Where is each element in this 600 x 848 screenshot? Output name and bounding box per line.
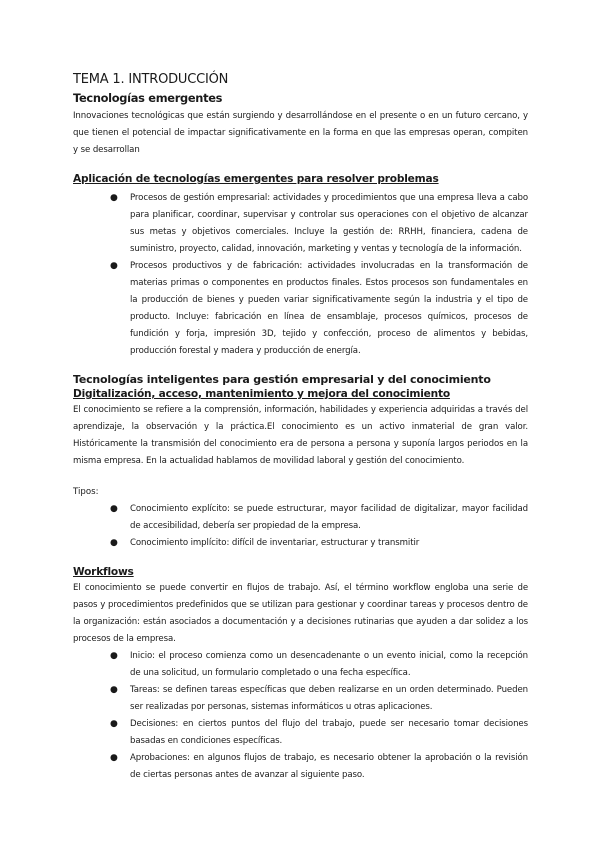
list-item (110, 258, 528, 360)
bullet-icon: ● (110, 261, 118, 271)
list-item-text: Conocimiento explícito: se puede estructurar, mayor facilidad de digitalizar, mayor facilidad de accesibilidad, debería ser propiedad de la empresa. (130, 504, 528, 531)
list-item-text: Decisiones: en ciertos puntos del flujo del trabajo, puede ser necesario tomar decisiones basadas en condiciones específicas. (130, 719, 528, 746)
list-item-text: Inicio: el proceso comienza como un desencadenante o un evento inicial, como la recepción de una solicitud, un formulario completado o una fecha específica. (130, 651, 528, 678)
list-item (110, 682, 528, 716)
list-item (110, 535, 528, 552)
bullet-icon: ● (110, 504, 118, 514)
tipos-list (73, 501, 528, 552)
workflows-paragraph: El conocimiento se puede convertir en flujos de trabajo. Así, el término workflow engloba una serie de pasos y procedimientos predefinidos que se utilizan para gestionar y coordinar tareas y procesos dentro de la organización: están asociados a documentación y a decisiones rutinarias que ayuden a dar solidez a los procesos de la empresa. (73, 583, 528, 644)
digitalizacion-heading: Digitalización, acceso, mantenimiento y mejora del conocimiento (73, 388, 450, 400)
aplicacion-heading: Aplicación de tecnologías emergentes para resolver problemas (73, 173, 439, 185)
bullet-icon: ● (110, 193, 118, 203)
bullet-icon: ● (110, 753, 118, 763)
emergentes-paragraph: Innovaciones tecnológicas que están surgiendo y desarrollándose en el presente o en un futuro cercano, y que tienen el potencial de impactar significativamente en la forma en que las empresas operan, compiten y se desarrollan (73, 111, 528, 155)
bullet-icon: ● (110, 685, 118, 695)
bullet-icon: ● (110, 651, 118, 661)
conocimiento-paragraph: El conocimiento se refiere a la comprensión, información, habilidades y experiencia adquiridas a través del aprendizaje, la observación y la práctica.El conocimiento es un activo inmaterial de gran valor. Históricamente la transmisión del conocimiento era de persona a persona y suponía largos periodos en la misma empresa. En la actualidad hablamos de movilidad laboral y gestión del conocimiento. (73, 405, 528, 466)
list-item-text: Procesos de gestión empresarial: actividades y procedimientos que una empresa lleva a cabo para planificar, coordinar, supervisar y controlar sus operaciones con el objetivo de alcanzar sus metas y objetivos comerciales. Incluye la gestión de: RRHH, financiera, cadena de suministro, proyecto, calidad, innovación, marketing y ventas y tecnología de la información. (130, 193, 528, 254)
list-item-text: Conocimiento implícito: difícil de inventariar, estructurar y transmitir (130, 538, 420, 548)
workflows-heading: Workflows (73, 566, 134, 578)
emergentes-heading: Tecnologías emergentes (73, 91, 223, 105)
tipos-label: Tipos: (73, 487, 99, 497)
list-item (110, 716, 528, 750)
list-item-text: Tareas: se definen tareas específicas que deben realizarse en un orden determinado. Pueden ser realizadas por personas, sistemas informáticos u otras aplicaciones. (130, 685, 528, 712)
bullet-icon: ● (110, 719, 118, 729)
list-item (110, 648, 528, 682)
list-item-text: Procesos productivos y de fabricación: actividades involucradas en la transformación de materias primas o componentes en productos finales. Estos procesos son fundamentales en la producción de bienes y pueden variar significativamente según la industria y el tipo de producto. Incluye: fabricación en línea de ensamblaje, procesos químicos, procesos de fundición y forja, impresión 3D, tejido y confección, proceso de alimentos y bebidas, producción forestal y madera y producción de energía. (130, 261, 528, 356)
workflows-list (73, 648, 528, 784)
list-item (110, 190, 528, 258)
aplicacion-list (73, 190, 528, 360)
page-title: TEMA 1. INTRODUCCIÓN (73, 72, 229, 87)
inteligentes-heading: Tecnologías inteligentes para gestión empresarial y del conocimiento (73, 373, 491, 386)
list-item-text: Aprobaciones: en algunos flujos de trabajo, es necesario obtener la aprobación o la revisión de ciertas personas antes de avanzar al siguiente paso. (130, 753, 528, 780)
bullet-icon: ● (110, 538, 118, 548)
list-item (110, 750, 528, 784)
list-item (110, 501, 528, 535)
